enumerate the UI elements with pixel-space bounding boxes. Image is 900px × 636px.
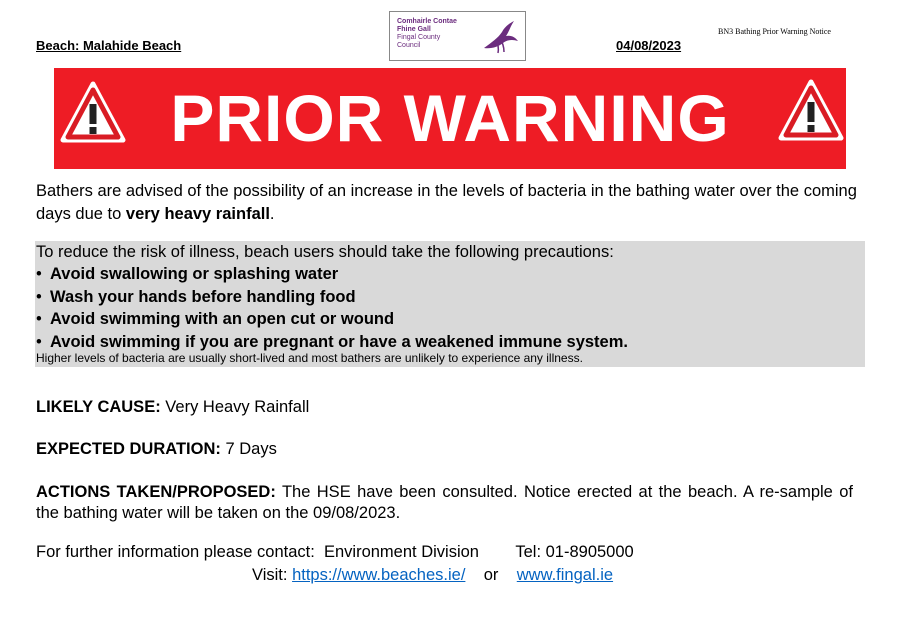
notice-date: 04/08/2023: [616, 38, 682, 53]
actions-label: ACTIONS TAKEN/PROPOSED:: [36, 483, 276, 501]
contact-line: [36, 543, 634, 562]
warning-banner: [54, 68, 846, 169]
logo-line-3: Fingal County: [397, 34, 441, 41]
logo-line-2: Fhine Gall: [397, 26, 431, 33]
notice-code: BN3 Bathing Prior Warning Notice: [718, 27, 831, 36]
advisory-end: .: [269, 205, 275, 223]
contact-prefix: For further information please contact:: [36, 543, 315, 561]
list-item: • Avoid swallowing or splashing water: [36, 265, 339, 283]
list-item: • Avoid swimming with an open cut or wound: [36, 310, 395, 328]
advisory-text: Bathers are advised of the possibility of an increase in the levels of bacteria in the bathing water over the coming days due to: [36, 182, 857, 223]
list-item: • Wash your hands before handling food: [36, 287, 356, 306]
actions-value: The HSE have been consulted. Notice erected at the beach. A re-sample of the bathing water will be taken on the 09/08/2023.: [36, 483, 853, 522]
advisory-paragraph: [36, 180, 866, 226]
visit-label: Visit:: [252, 566, 288, 584]
or-text: or: [483, 566, 499, 584]
beach-name: Beach: Malahide Beach: [36, 38, 182, 53]
cause-value: Very Heavy Rainfall: [165, 398, 310, 416]
precautions-panel: [35, 241, 865, 367]
precautions-intro: To reduce the risk of illness, beach users should take the following precautions:: [36, 243, 614, 261]
expected-duration: [36, 440, 277, 459]
contact-tel: Tel: 01-8905000: [515, 543, 634, 561]
bird-logo-icon: [480, 18, 520, 56]
cause-label: LIKELY CAUSE:: [36, 398, 161, 416]
visit-line: [252, 566, 613, 585]
logo-line-1: Comhairle Contae: [397, 18, 457, 25]
precautions-note: Higher levels of bacteria are usually short-lived and most bathers are unlikely to experience any illness.: [36, 351, 583, 365]
contact-division: Environment Division: [323, 543, 479, 561]
advisory-emphasis: very heavy rainfall: [125, 205, 270, 223]
precautions-list: [36, 263, 628, 353]
actions-taken: [36, 482, 853, 524]
list-item: • Avoid swimming if you are pregnant or have a weakened immune system.: [36, 332, 628, 351]
logo-line-4: Council: [397, 42, 421, 49]
fingal-link[interactable]: www.fingal.ie: [516, 566, 614, 584]
likely-cause: [36, 398, 309, 417]
council-logo: [389, 11, 526, 61]
warning-triangle-icon: [778, 78, 844, 144]
banner-title: PRIOR WARNING: [170, 81, 730, 155]
duration-label: EXPECTED DURATION:: [36, 440, 221, 458]
beaches-link[interactable]: https://www.beaches.ie/: [292, 566, 466, 584]
duration-value: 7 Days: [225, 440, 277, 458]
